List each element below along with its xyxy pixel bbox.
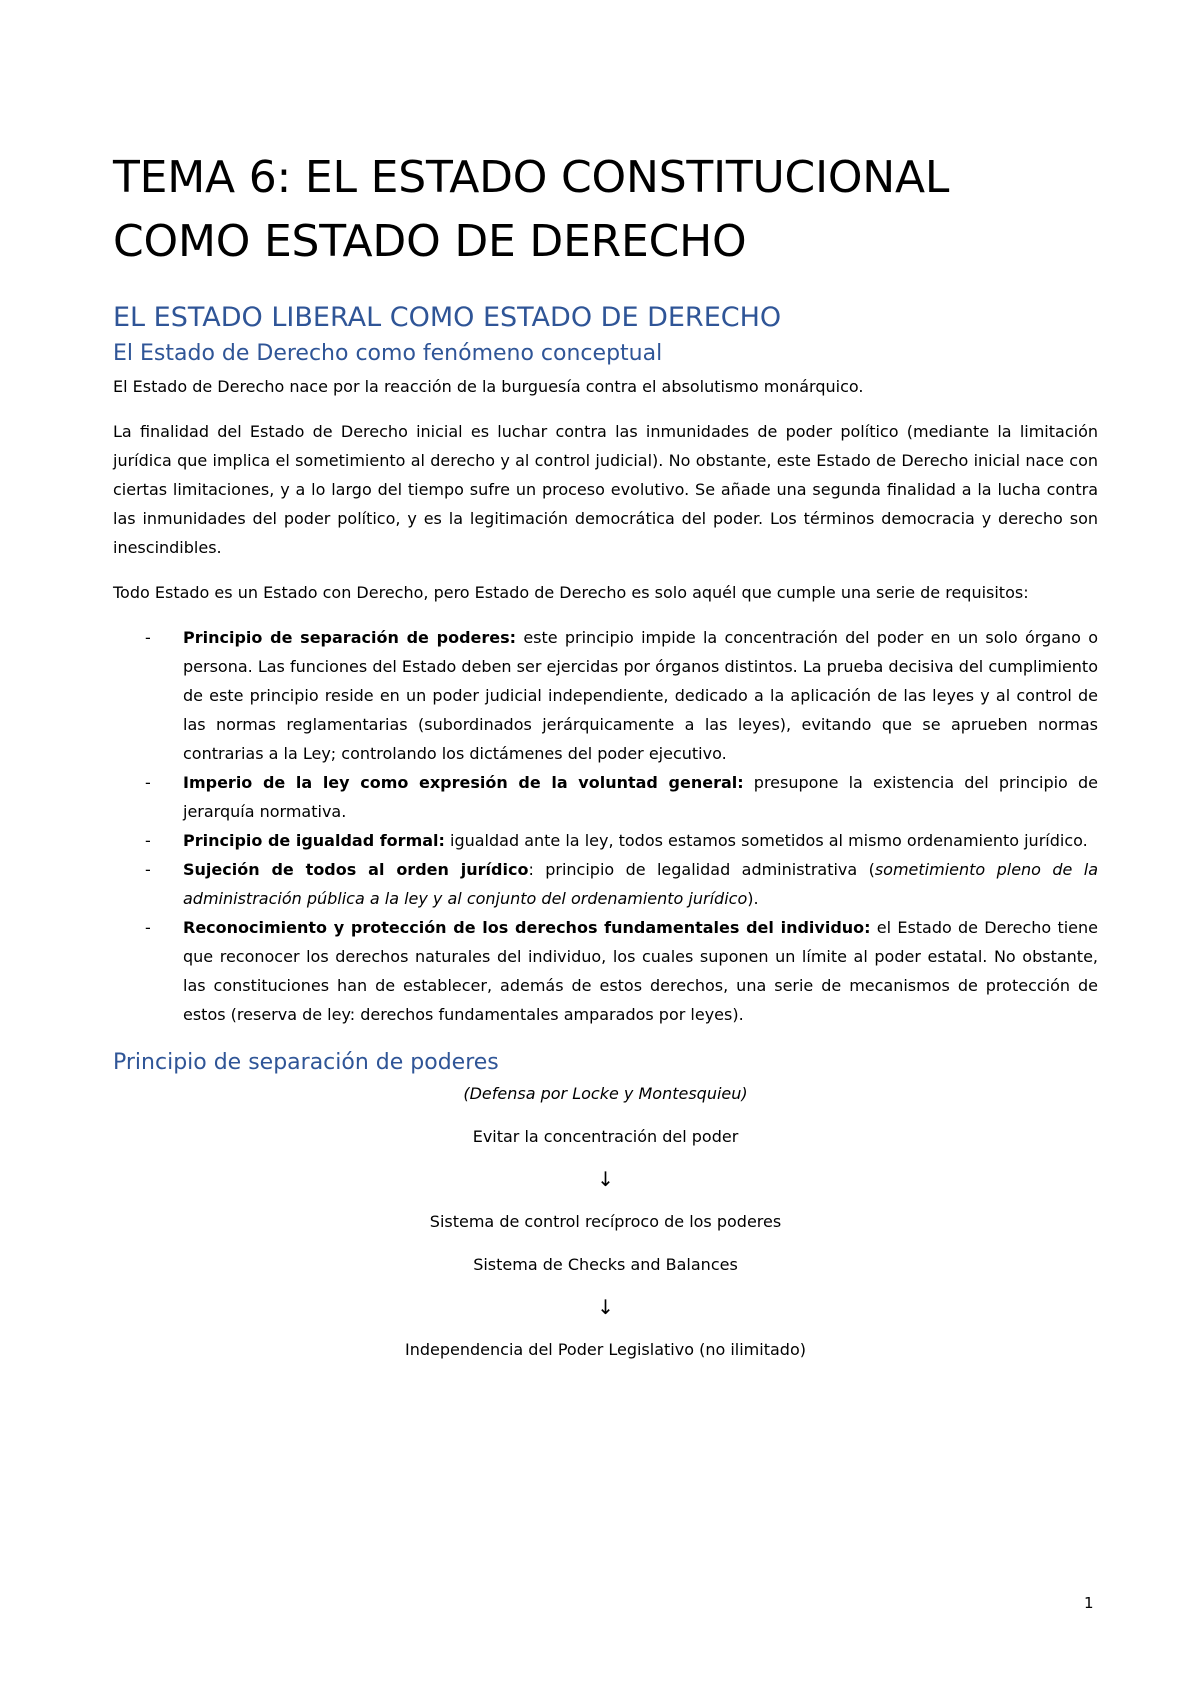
page-content: [113, 146, 1098, 1378]
flow-note: (Defensa por Locke y Montesquieu): [463, 1084, 748, 1103]
paragraph-purpose: La finalidad del Estado de Derecho inicial es luchar contra las inmunidades de poder político (mediante la limitación jurídica que implica el sometimiento al derecho y al control judicial). No obstante, este Estado de Derecho inicial nace con ciertas limitaciones, y a lo largo del tiempo sufre un proceso evolutivo. Se añade una segunda finalidad a la lucha contra las inmunidades del poder político, y es la legitimación democrática del poder. Los términos democracia y derecho son inescindibles.: [113, 422, 1098, 557]
requirement-text: presupone la existencia del principio de jerarquía normativa.: [183, 773, 1098, 821]
requirement-text-end: ).: [747, 889, 759, 908]
flow-step-1: Evitar la concentración del poder: [472, 1127, 739, 1146]
requirement-term: Reconocimiento y protección de los derechos fundamentales del individuo:: [183, 918, 871, 937]
requirement-term: Principio de igualdad formal:: [183, 831, 445, 850]
requirement-term: Imperio de la ley como expresión de la voluntad general:: [183, 773, 744, 792]
requirements-list: [113, 623, 1098, 1029]
list-item: [113, 855, 1098, 913]
list-marker: -: [145, 628, 151, 647]
requirement-term: Sujeción de todos al orden jurídico: [183, 860, 529, 879]
list-marker: -: [145, 860, 151, 879]
list-marker: -: [145, 773, 151, 792]
subsection-heading: El Estado de Derecho como fenómeno conceptual: [113, 341, 663, 366]
page-number: 1: [1084, 1594, 1094, 1612]
requirement-text: el Estado de Derecho tiene que reconocer los derechos naturales del individuo, los cuales suponen un límite al poder estatal. No obstante, las constituciones han de establecer, además de estos derechos, una serie de mecanismos de protección de estos (reserva de ley: derechos fundamentales amparados por leyes).: [183, 918, 1099, 1024]
flow-step-3: Sistema de Checks and Balances: [473, 1255, 738, 1274]
list-item: [113, 623, 1098, 768]
requirement-text: : principio de legalidad administrativa (: [528, 860, 875, 879]
requirement-text: este principio impide la concentración del poder en un solo órgano o persona. Las funciones del Estado deben ser ejercidas por órganos distintos. La prueba decisiva del cumplimiento de este principio reside en un poder judicial independiente, dedicado a la aplicación de las leyes y al control de las normas reglamentarias (subordinados jerárquicamente a las leyes), evitando que se aprueben normas contrarias a la Ley; controlando los dictámenes del poder ejecutivo.: [183, 628, 1099, 763]
requirement-text: igualdad ante la ley, todos estamos sometidos al mismo ordenamiento jurídico.: [444, 831, 1088, 850]
section-heading: EL ESTADO LIBERAL COMO ESTADO DE DERECHO: [113, 302, 782, 333]
list-item: [113, 768, 1098, 826]
requirement-italic-text: sometimiento pleno de la administración pública a la ley y al conjunto del ordenamiento jurídico: [183, 860, 1099, 908]
down-arrow-icon: ↓: [597, 1295, 614, 1319]
paragraph-requirements-intro: Todo Estado es un Estado con Derecho, pero Estado de Derecho es solo aquél que cumple una serie de requisitos:: [113, 583, 1029, 602]
flow-step-4: Independencia del Poder Legislativo (no ilimitado): [405, 1340, 806, 1359]
list-item: [113, 913, 1098, 1029]
document-title: TEMA 6: EL ESTADO CONSTITUCIONAL COMO ESTADO DE DERECHO: [113, 152, 950, 267]
requirement-term: Principio de separación de poderes:: [183, 628, 517, 647]
down-arrow-icon: ↓: [597, 1167, 614, 1191]
list-item: [113, 826, 1098, 855]
list-marker: -: [145, 831, 151, 850]
separation-flow: [113, 1079, 1098, 1364]
separation-heading: Principio de separación de poderes: [113, 1050, 499, 1075]
list-marker: -: [145, 918, 151, 937]
paragraph-origin: El Estado de Derecho nace por la reacción de la burguesía contra el absolutismo monárquico.: [113, 377, 864, 396]
flow-step-2: Sistema de control recíproco de los poderes: [429, 1212, 782, 1231]
